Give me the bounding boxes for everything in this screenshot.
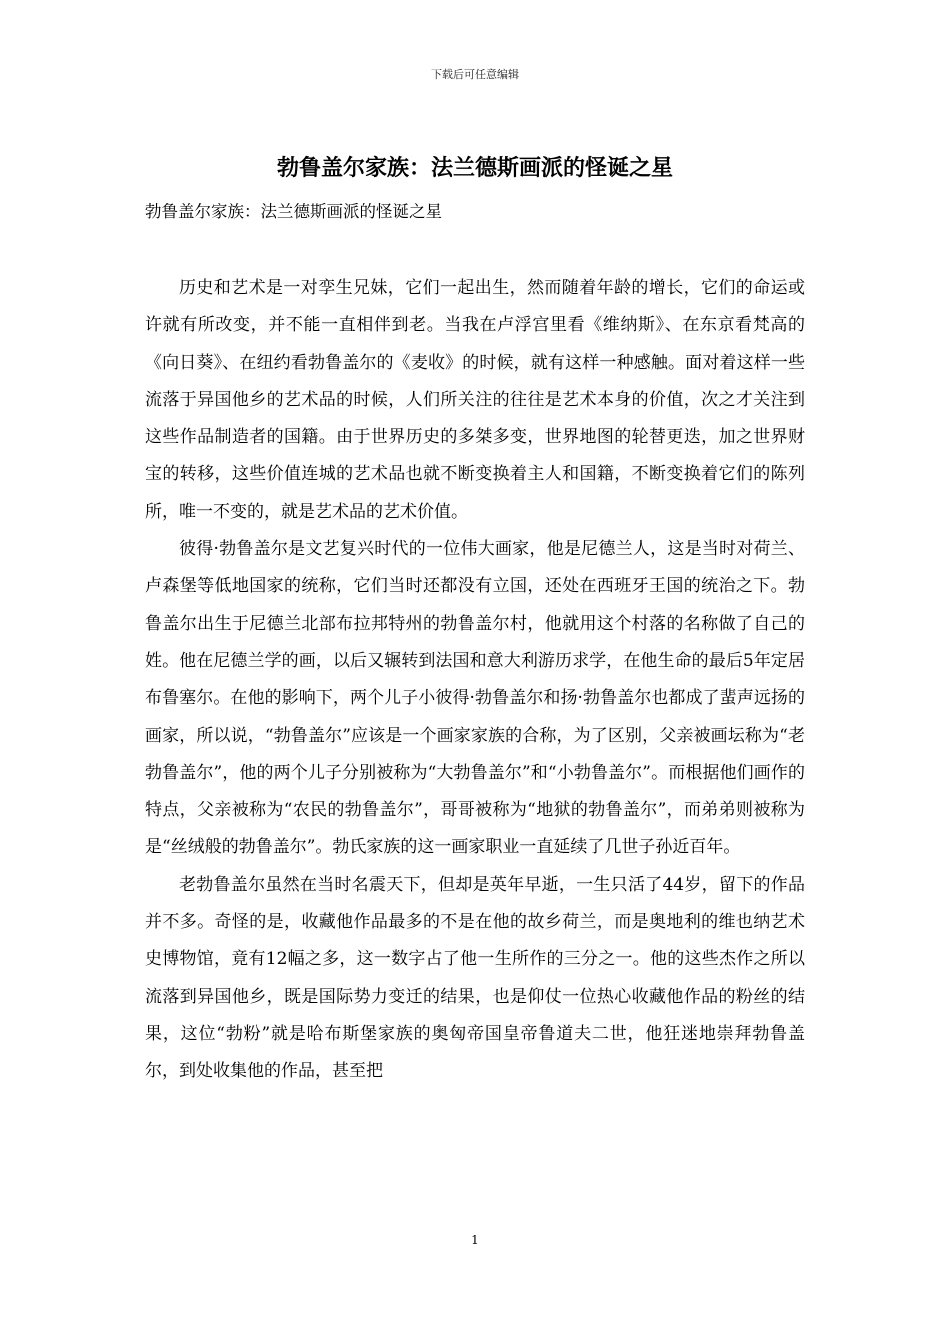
page-header-note: 下载后可任意编辑 (431, 68, 519, 81)
document-subtitle: 勃鲁盖尔家族：法兰德斯画派的怪诞之星 (145, 202, 442, 221)
paragraph: 彼得·勃鲁盖尔是文艺复兴时代的一位伟大画家，他是尼德兰人，这是当时对荷兰、卢森堡等低地国家的统称，它们当时还都没有立国，还处在西班牙王国的统治之下。勃鲁盖尔出生于尼德兰北部布拉邦特州的勃鲁盖尔村，他就用这个村落的名称做了自己的姓。他在尼德兰学的画，以后又辗转到法国和意大利游历求学，在他生命的最后5年定居布鲁塞尔。在他的影响下，两个儿子小彼得·勃鲁盖尔和扬·勃鲁盖尔也都成了蜚声远扬的画家，所以说，“勃鲁盖尔”应该是一个画家家族的合称，为了区别，父亲被画坛称为“老勃鲁盖尔”，他的两个儿子分别被称为“大勃鲁盖尔”和“小勃鲁盖尔”。而根据他们画作的特点，父亲被称为“农民的勃鲁盖尔”，哥哥被称为“地狱的勃鲁盖尔”，而弟弟则被称为是“丝绒般的勃鲁盖尔”。勃氏家族的这一画家职业一直延续了几世子孙近百年。 (145, 539, 805, 858)
document-body (145, 270, 805, 1091)
paragraph: 历史和艺术是一对孪生兄妹，它们一起出生，然而随着年龄的增长，它们的命运或许就有所改变，并不能一直相伴到老。当我在卢浮宫里看《维纳斯》、在东京看梵高的《向日葵》、在纽约看勃鲁盖尔的《麦收》的时候，就有这样一种感触。面对着这样一些流落于异国他乡的艺术品的时候，人们所关注的往往是艺术本身的价值，次之才关注到这些作品制造者的国籍。由于世界历史的多桀多变，世界地图的轮替更迭，加之世界财宝的转移，这些价值连城的艺术品也就不断变换着主人和国籍，不断变换着它们的陈列所，唯一不变的，就是艺术品的艺术价值。 (145, 278, 805, 522)
paragraph: 老勃鲁盖尔虽然在当时名震天下，但却是英年早逝，一生只活了44岁，留下的作品并不多。奇怪的是，收藏他作品最多的不是在他的故乡荷兰，而是奥地利的维也纳艺术史博物馆，竟有12幅之多，这一数字占了他一生所作的三分之一。他的这些杰作之所以流落到异国他乡，既是国际势力变迁的结果，也是仰仗一位热心收藏他作品的粉丝的结果，这位“勃粉”就是哈布斯堡家族的奥匈帝国皇帝鲁道夫二世，他狂迷地崇拜勃鲁盖尔，到处收集他的作品，甚至把 (145, 874, 805, 1082)
document-title: 勃鲁盖尔家族：法兰德斯画派的怪诞之星 (276, 156, 673, 181)
page-number: 1 (471, 1233, 479, 1247)
